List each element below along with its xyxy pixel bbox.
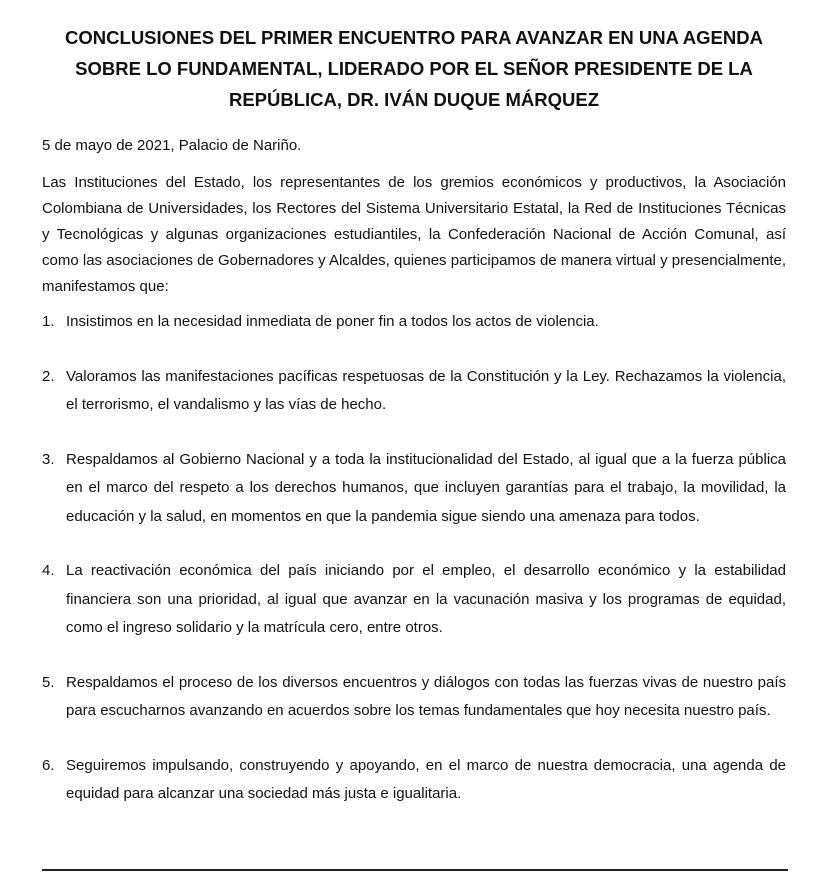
item-number: 3.: [42, 450, 55, 468]
item-text: La reactivación económica del país iniciando por el empleo, el desarrollo económico y la estabilidad financiera son una prioridad, al igual que avanzar en la vacunación masiva y los programas de equidad, como el ingreso solidario y la matrícula cero, entre otros.: [66, 562, 786, 636]
item-number: 1.: [42, 313, 55, 330]
list-item: [42, 669, 786, 726]
list-item: [42, 752, 786, 809]
item-number: 5.: [42, 673, 55, 691]
item-number: 4.: [42, 562, 55, 579]
conclusions-list: [42, 308, 786, 809]
list-item: [42, 557, 786, 643]
list-item: [42, 363, 786, 420]
list-item: [42, 446, 786, 532]
item-text: Respaldamos el proceso de los diversos encuentros y diálogos con todas las fuerzas vivas de nuestro país para escucharnos avanzando en acuerdos sobre los temas fundamentales que hoy necesita nuestro país.: [66, 673, 786, 719]
list-item: [42, 308, 786, 337]
item-text: Valoramos las manifestaciones pacíficas respetuosas de la Constitución y la Ley. Rechazamos la violencia, el terrorismo, el vandalismo y las vías de hecho.: [66, 367, 786, 413]
bottom-divider: [42, 869, 788, 871]
item-number: 6.: [42, 756, 55, 774]
item-number: 2.: [42, 367, 55, 385]
intro-paragraph: Las Instituciones del Estado, los representantes de los gremios económicos y productivos, la Asociación Colombiana de Universidades, los Rectores del Sistema Universitario Estatal, la Red de Instituciones Técnicas y Tecnológicas y algunas organizaciones estudiantiles, la Confederación Nacional de Acción Comunal, así como las asociaciones de Gobernadores y Alcaldes, quienes participamos de manera virtual y presencialmente, manifestamos que:: [42, 174, 786, 295]
document-title: CONCLUSIONES DEL PRIMER ENCUENTRO PARA AVANZAR EN UNA AGENDA SOBRE LO FUNDAMENTAL, LIDERADO POR EL SEÑOR PRESIDENTE DE LA REPÚBLICA, DR. IVÁN DUQUE MÁRQUEZ: [65, 27, 763, 110]
item-text: Respaldamos al Gobierno Nacional y a toda la institucionalidad del Estado, al igual que a la fuerza pública en el marco del respeto a los derechos humanos, que incluyen garantías para el trabajo, la movilidad, la educación y la salud, en momentos en que la pandemia sigue siendo una amenaza para todos.: [66, 450, 786, 525]
item-text: Insistimos en la necesidad inmediata de poner fin a todos los actos de violencia.: [66, 313, 599, 330]
date-line: 5 de mayo de 2021, Palacio de Nariño.: [42, 137, 302, 154]
item-text: Seguiremos impulsando, construyendo y apoyando, en el marco de nuestra democracia, una agenda de equidad para alcanzar una sociedad más justa e igualitaria.: [66, 756, 786, 802]
